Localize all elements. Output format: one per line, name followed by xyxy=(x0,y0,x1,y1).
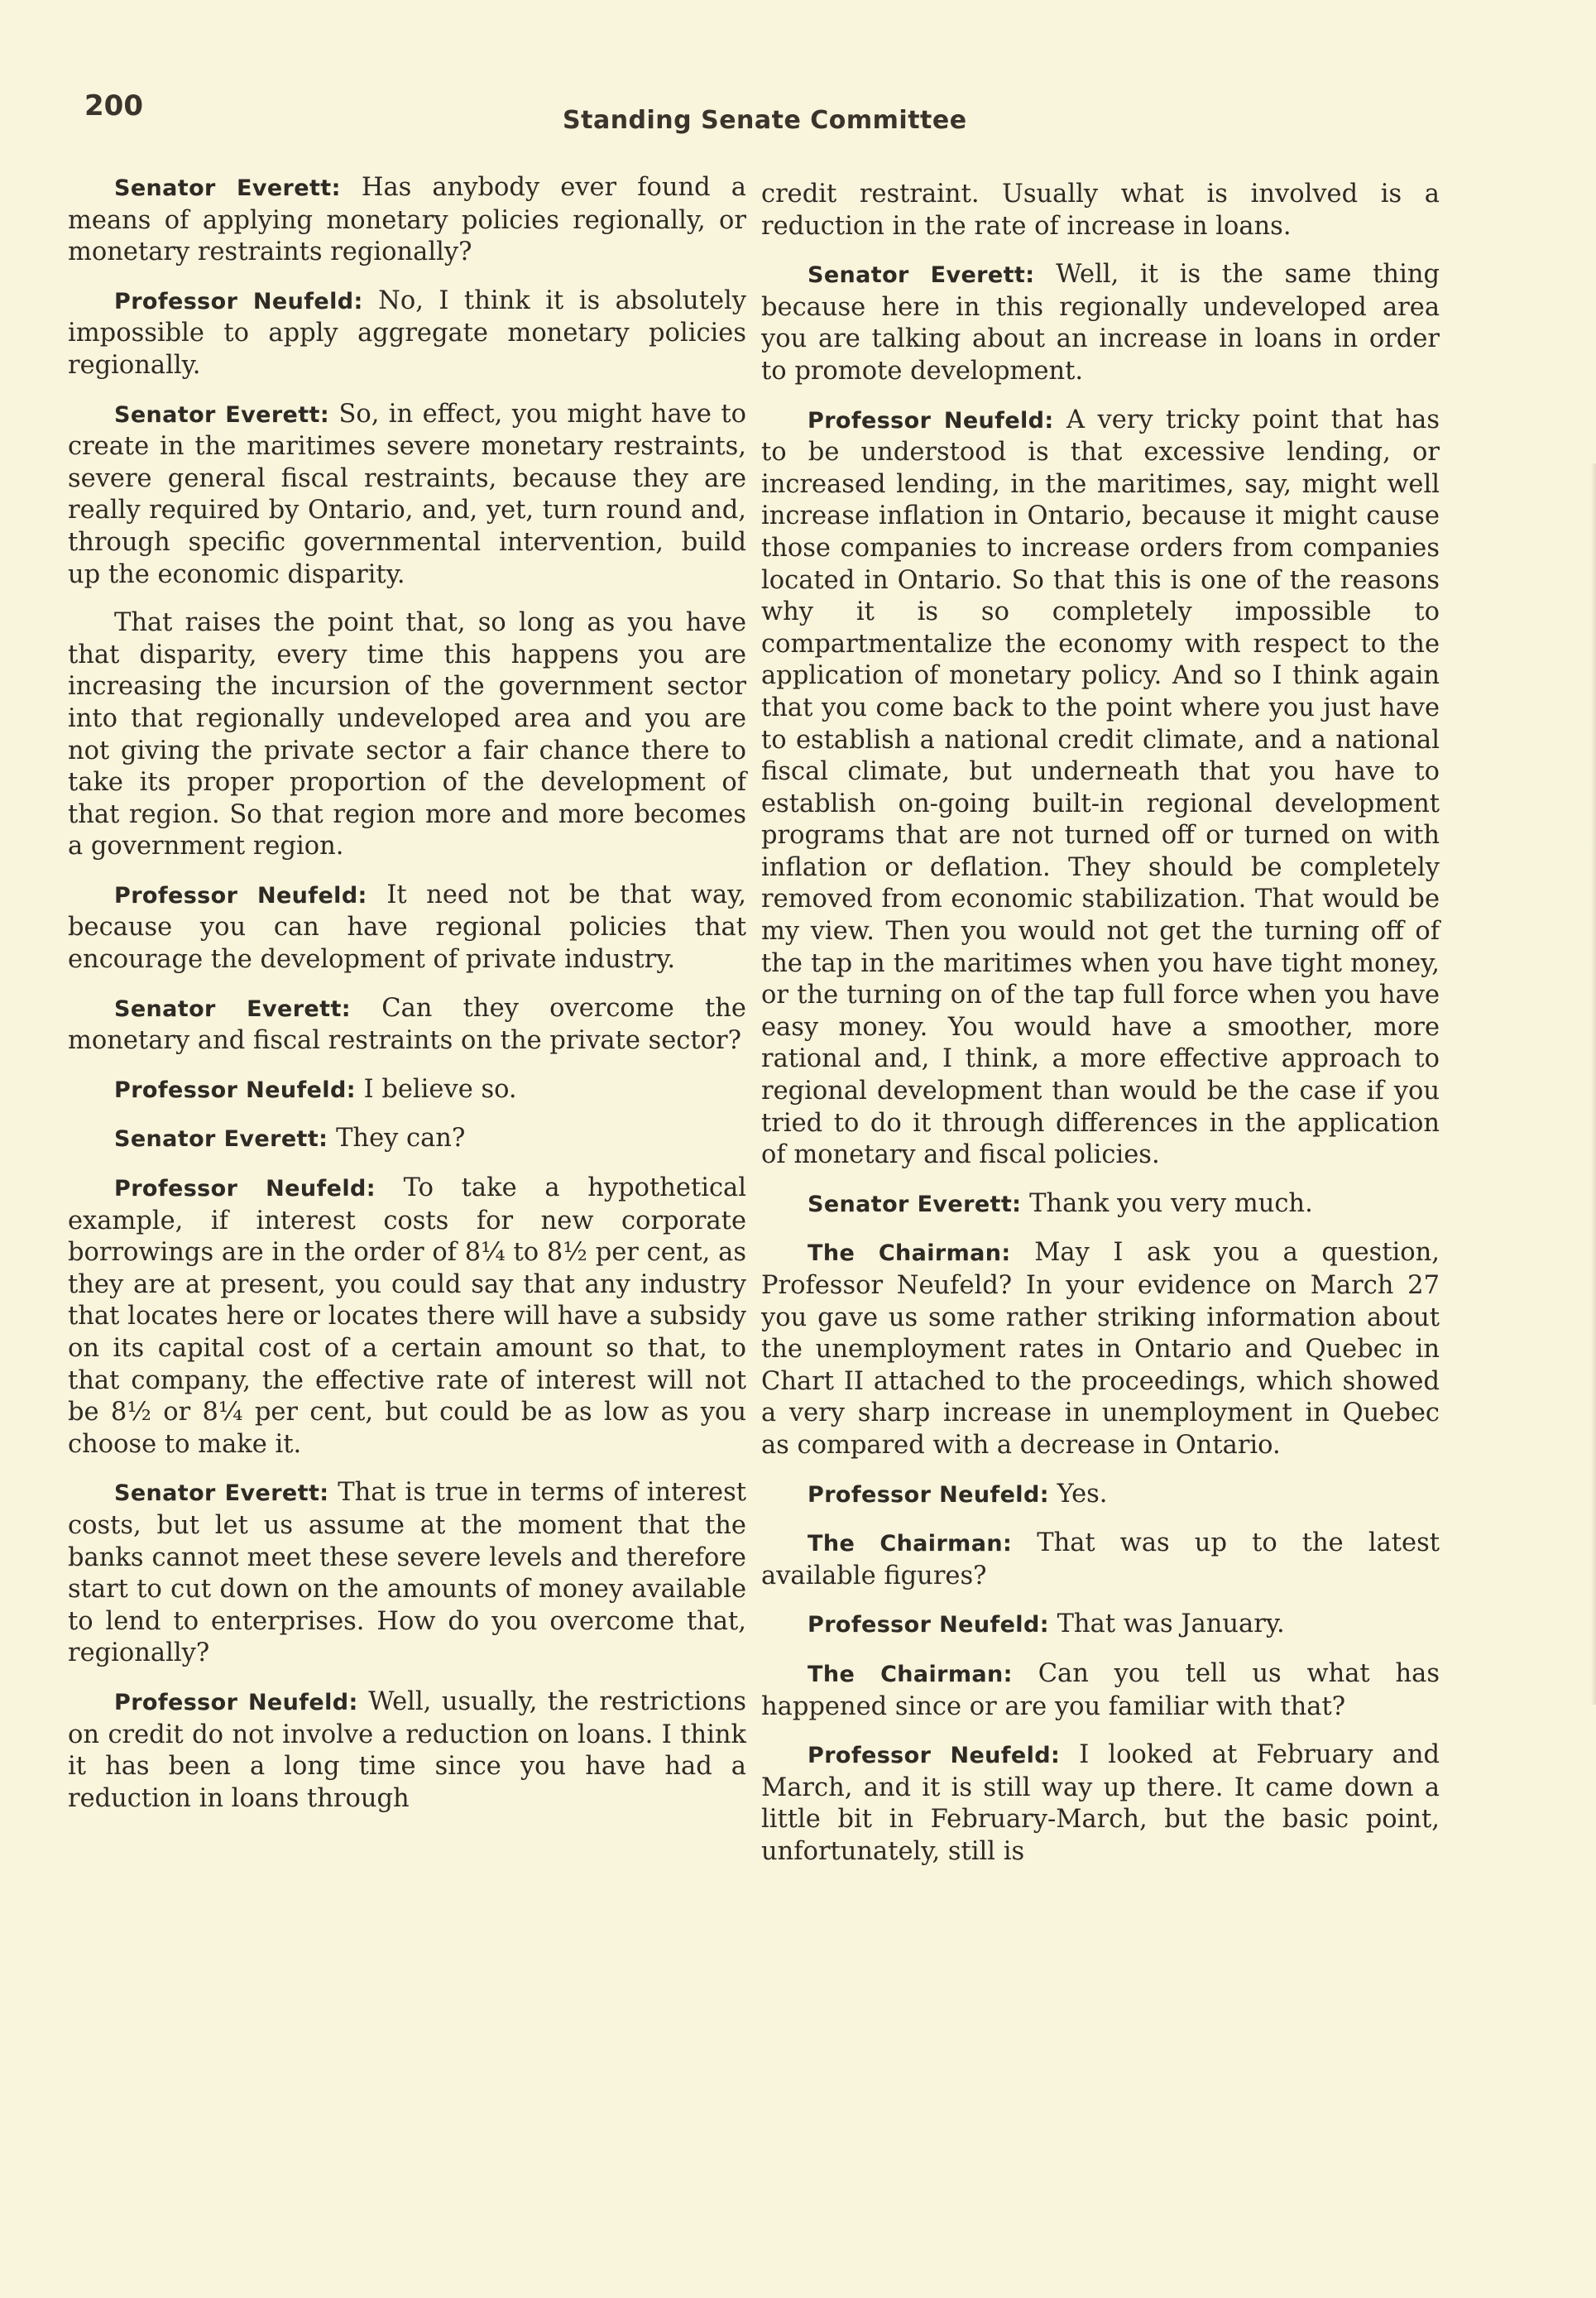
speaker-label: Professor Neufeld: xyxy=(114,1077,356,1103)
paragraph-text: Has anybody ever found a means of applying monetary policies regionally, or monetary restraints regionally? xyxy=(68,173,746,267)
paragraph-text: That was up to the latest available figures? xyxy=(761,1528,1440,1590)
speaker-label: Professor Neufeld: xyxy=(114,882,367,909)
speaker-label: Senator Everett: xyxy=(808,262,1035,289)
paragraph-text: So, in effect, you might have to create in the maritimes severe monetary restraints, severe general fiscal restraints, because they are really required by Ontario, and, yet, turn round and, through specific governmental intervention, build up the economic disparity. xyxy=(68,399,746,589)
paragraph-text: That raises the point that, so long as you have that disparity, every time this happens you are increasing the incursion of the government sector into that regionally undeveloped area and you are not giving the private sector a fair chance there to take its proper proportion of the development of that region. So that region more and more becomes a government region. xyxy=(68,608,746,861)
paragraph xyxy=(68,1477,746,1670)
paragraph xyxy=(68,993,746,1058)
paragraph xyxy=(761,1609,1440,1642)
speaker-label: Professor Neufeld: xyxy=(808,1612,1049,1638)
speaker-label: Professor Neufeld: xyxy=(808,407,1054,434)
paragraph xyxy=(68,1173,746,1461)
speaker-label: Senator Everett: xyxy=(114,175,341,201)
paragraph-text: Can they overcome the monetary and fiscal restraints on the private sector? xyxy=(68,993,746,1056)
paragraph xyxy=(68,1074,746,1107)
paragraph-text: No, I think it is absolutely impossible to apply aggregate monetary policies regionally. xyxy=(68,285,746,380)
paragraph xyxy=(761,1479,1440,1512)
right-column xyxy=(761,179,1440,1885)
paragraph-text: Yes. xyxy=(1057,1479,1108,1509)
paragraph xyxy=(68,607,746,863)
left-column xyxy=(68,172,746,1831)
paragraph-text: That is true in terms of interest costs, but let us assume at the moment that the banks cannot meet these severe levels and therefore start to cut down on the amounts of money available to lend to enterprises. How do you overcome that, regionally? xyxy=(68,1478,746,1668)
paragraph xyxy=(761,1739,1440,1868)
paragraph-text: Well, usually, the restrictions on credit do not involve a reduction on loans. I think it has been a long time since you have had a reduction in loans through xyxy=(68,1686,746,1813)
speaker-label: Senator Everett: xyxy=(114,995,351,1022)
paragraph-text: They can? xyxy=(336,1124,466,1154)
speaker-label: Professor Neufeld: xyxy=(114,288,363,314)
paragraph xyxy=(68,1123,746,1156)
paragraph-text: Can you tell us what has happened since or are you familiar with that? xyxy=(761,1658,1440,1721)
speaker-label: The Chairman: xyxy=(808,1531,1013,1557)
paragraph xyxy=(761,1528,1440,1592)
paragraph-text: credit restraint. Usually what is involved is a reduction in the rate of increase in loans. xyxy=(761,180,1440,241)
speaker-label: Senator Everett: xyxy=(114,1126,328,1153)
speaker-label: Senator Everett: xyxy=(808,1191,1022,1217)
speaker-label: Senator Everett: xyxy=(114,1480,329,1507)
paragraph xyxy=(761,1237,1440,1461)
speaker-label: Professor Neufeld: xyxy=(808,1481,1049,1508)
paragraph-text: A very tricky point that has to be understood is that excessive lending, or increased lending, in the maritimes, say, might well increase inflation in Ontario, because it might cause those companies to increase orders from companies located in Ontario. So that this is one of the reasons why it is so completely impossible to compartmentalize the economy with respect to the application of monetary policy. And so I think again that you come back to the point where you just have to establish a national credit climate, and a national fiscal climate, but underneath that you have to establish on-going built-in regional development programs that are not turned off or turned on with inflation or deflation. They should be completely removed from economic stabilization. That would be my view. Then you would not get the turning off of the tap in the maritimes when you have tight money, or the turning on of the tap full force when you have easy money. You would have a smoother, more rational and, I think, a more effective approach to regional development than would be the case if you tried to do it through differences in the application of monetary and fiscal policies. xyxy=(761,405,1440,1170)
paragraph-text: Well, it is the same thing because here in this regionally undeveloped area you are talking about an increase in loans in order to promote development. xyxy=(761,260,1440,386)
paragraph xyxy=(761,1658,1440,1723)
page-edge-shadow xyxy=(1591,463,1596,1705)
paragraph xyxy=(761,405,1440,1172)
paragraph-text: I looked at February and March, and it is still way up there. It came down a little bit in February-March, but the basic point, unfortunately, still is xyxy=(761,1740,1440,1866)
paragraph xyxy=(68,399,746,592)
paragraph xyxy=(68,1686,746,1815)
paragraph xyxy=(761,259,1440,387)
paragraph-text: It need not be that way, because you can have regional policies that encourage the development of private industry. xyxy=(68,880,746,975)
running-title: Standing Senate Committee xyxy=(563,106,967,135)
paragraph xyxy=(761,1188,1440,1221)
paragraph xyxy=(761,179,1440,242)
speaker-label: Senator Everett: xyxy=(114,401,330,428)
speaker-label: Professor Neufeld: xyxy=(114,1176,376,1202)
speaker-label: The Chairman: xyxy=(808,1240,1011,1267)
paragraph-text: To take a hypothetical example, if interest costs for new corporate borrowings are in the order of 8¼ to 8½ per cent, as they are at present, you could say that any industry that locates here or locates there will have a subsidy on its capital cost of a certain amount so that, to that company, the effective rate of interest will not be 8½ or 8¼ per cent, but could be as low as you choose to make it. xyxy=(68,1173,746,1459)
paragraph xyxy=(68,285,746,382)
page-number: 200 xyxy=(84,89,143,122)
paragraph-text: That was January. xyxy=(1057,1610,1285,1639)
paragraph xyxy=(68,172,746,269)
paragraph-text: May I ask you a question, Professor Neufeld? In your evidence on March 27 you gave us some rather striking information about the unemployment rates in Ontario and Quebec in Chart II attached to the proceedings, which showed a very sharp increase in unemployment in Quebec as compared with a decrease in Ontario. xyxy=(761,1238,1440,1460)
speaker-label: Professor Neufeld: xyxy=(808,1743,1061,1769)
paragraph-text: I believe so. xyxy=(363,1074,517,1104)
speaker-label: The Chairman: xyxy=(808,1661,1013,1687)
paragraph-text: Thank you very much. xyxy=(1029,1188,1313,1218)
paragraph xyxy=(68,880,746,976)
speaker-label: Professor Neufeld: xyxy=(114,1689,358,1715)
